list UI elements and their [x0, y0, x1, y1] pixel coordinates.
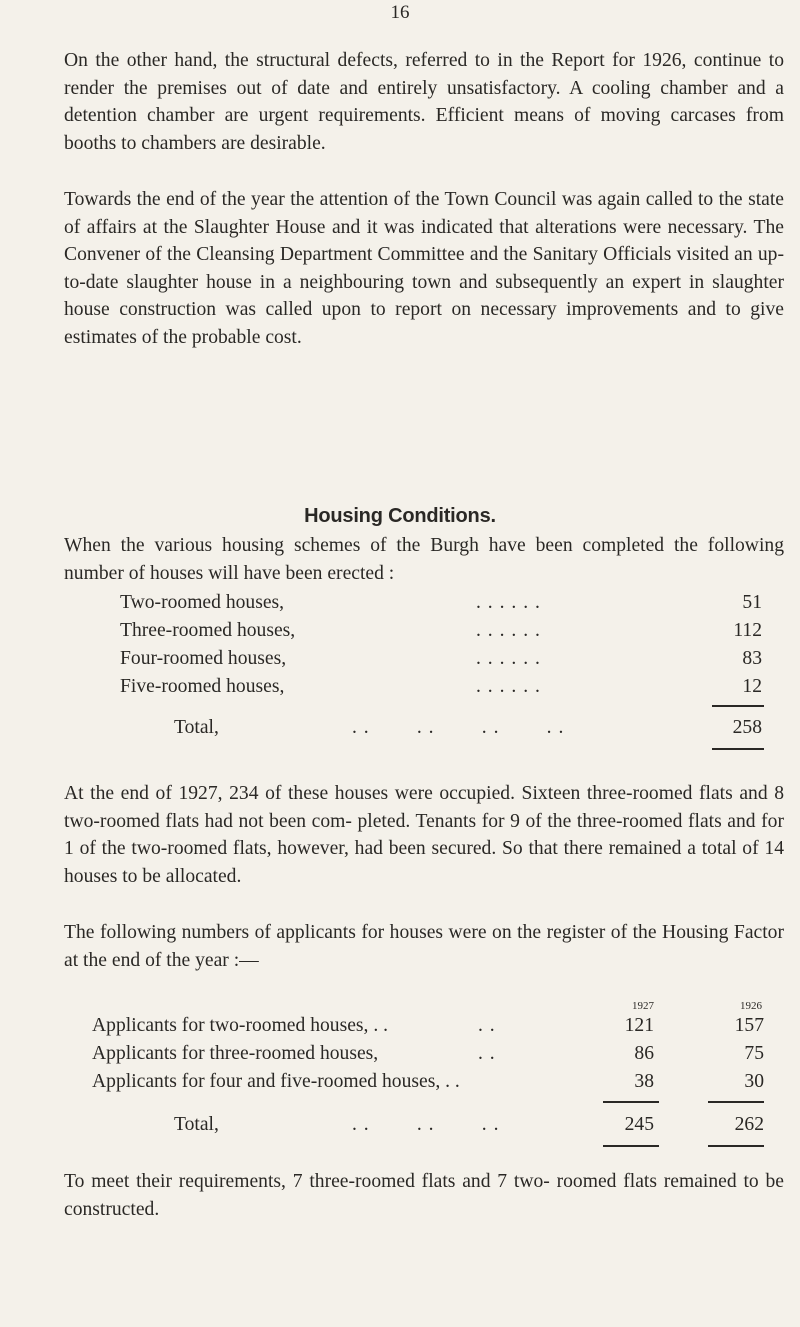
page-number: 16	[390, 2, 410, 23]
leader-dots: . .	[478, 1043, 496, 1064]
total-label: Total,	[174, 1114, 219, 1135]
value-1927: 86	[634, 1043, 654, 1064]
subtotal-rule-1927	[603, 1101, 659, 1103]
total-rule-1926	[708, 1145, 764, 1147]
total-label: Total,	[174, 717, 219, 738]
year-header-1926: 1926	[740, 1000, 762, 1012]
subtotal-rule	[712, 705, 764, 707]
value-1926: 30	[744, 1071, 764, 1092]
row-label: Five-roomed houses,	[120, 676, 285, 697]
row-value: 51	[742, 592, 762, 613]
leader-dots: . . . . . .	[352, 1114, 500, 1135]
leader-dots: . . . . . .	[476, 648, 541, 669]
table-row	[92, 1012, 762, 1040]
row-label: Applicants for three-roomed houses,	[92, 1043, 379, 1064]
table-row	[120, 645, 760, 673]
row-value: 112	[733, 620, 762, 641]
total-row	[92, 1111, 762, 1139]
value-1927: 38	[634, 1071, 654, 1092]
year-header-1927: 1927	[632, 1000, 654, 1012]
paragraph-town-council: Towards the end of the year the attention of the Town Council was again called to the state of affairs at the Slaughter House and it was indicated that alterations were necessary. The Convener of the Cleansing Department Committee and the Sanitary Officials visited an up-to-date slaughter house in a neighbouring town and subsequently an expert in slaughter house construction was called upon to report on necessary improvements and to give estimates of the probable cost.	[64, 189, 784, 348]
paragraph-housing-schemes: When the various housing schemes of the Burgh have been completed the following number of houses will have been erected :	[64, 535, 784, 584]
value-1927: 121	[624, 1015, 654, 1036]
total-value: 258	[732, 717, 762, 738]
leader-dots: . . . . . .	[476, 592, 541, 613]
table-row	[120, 617, 760, 645]
leader-dots: . . . . . .	[476, 676, 541, 697]
leader-dots: . .	[478, 1015, 496, 1036]
leader-dots: . . . . . .	[476, 620, 541, 641]
row-label: Two-roomed houses,	[120, 592, 285, 613]
value-1926: 75	[744, 1043, 764, 1064]
row-label: Three-roomed houses,	[120, 620, 296, 641]
total-rule-1927	[603, 1145, 659, 1147]
paragraph-requirements: To meet their requirements, 7 three-roomed flats and 7 two- roomed flats remained to be constructed.	[64, 1171, 784, 1220]
row-value: 83	[742, 648, 762, 669]
row-label: Four-roomed houses,	[120, 648, 287, 669]
table-row	[92, 1068, 762, 1096]
paragraph-slaughter-house-defects: On the other hand, the structural defects, referred to in the Report for 1926, continue to render the premises out of date and entirely unsatisfactory. A cooling chamber and a detention chamber are urgent requirements. Efficient means of moving carcases from booths to chambers are desirable.	[64, 50, 784, 154]
leader-dots: . . . . . . . .	[352, 717, 565, 738]
row-label: Applicants for two-roomed houses, . .	[92, 1015, 389, 1036]
row-value: 12	[742, 676, 762, 697]
row-label: Applicants for four and five-roomed houses, . .	[92, 1071, 460, 1092]
section-heading-housing-conditions: Housing Conditions.	[304, 505, 496, 527]
table-row	[92, 1040, 762, 1068]
value-1926: 157	[734, 1015, 764, 1036]
total-rule	[712, 748, 764, 750]
paragraph-applicants-intro: The following numbers of applicants for houses were on the register of the Housing Factor at the end of the year :—	[64, 922, 784, 971]
total-1927: 245	[624, 1114, 654, 1135]
total-row	[120, 714, 760, 742]
table-row	[120, 589, 760, 617]
subtotal-rule-1926	[708, 1101, 764, 1103]
table-row	[120, 673, 760, 701]
paragraph-occupied-houses: At the end of 1927, 234 of these houses were occupied. Sixteen three-roomed flats and 8 two-roomed flats had not been com- pleted. Tenants for 9 of the three-roomed flats and for 1 of the two-roomed flats, however, had been secured. So that there remained a total of 14 houses to be allocated.	[64, 783, 784, 887]
total-1926: 262	[734, 1114, 764, 1135]
